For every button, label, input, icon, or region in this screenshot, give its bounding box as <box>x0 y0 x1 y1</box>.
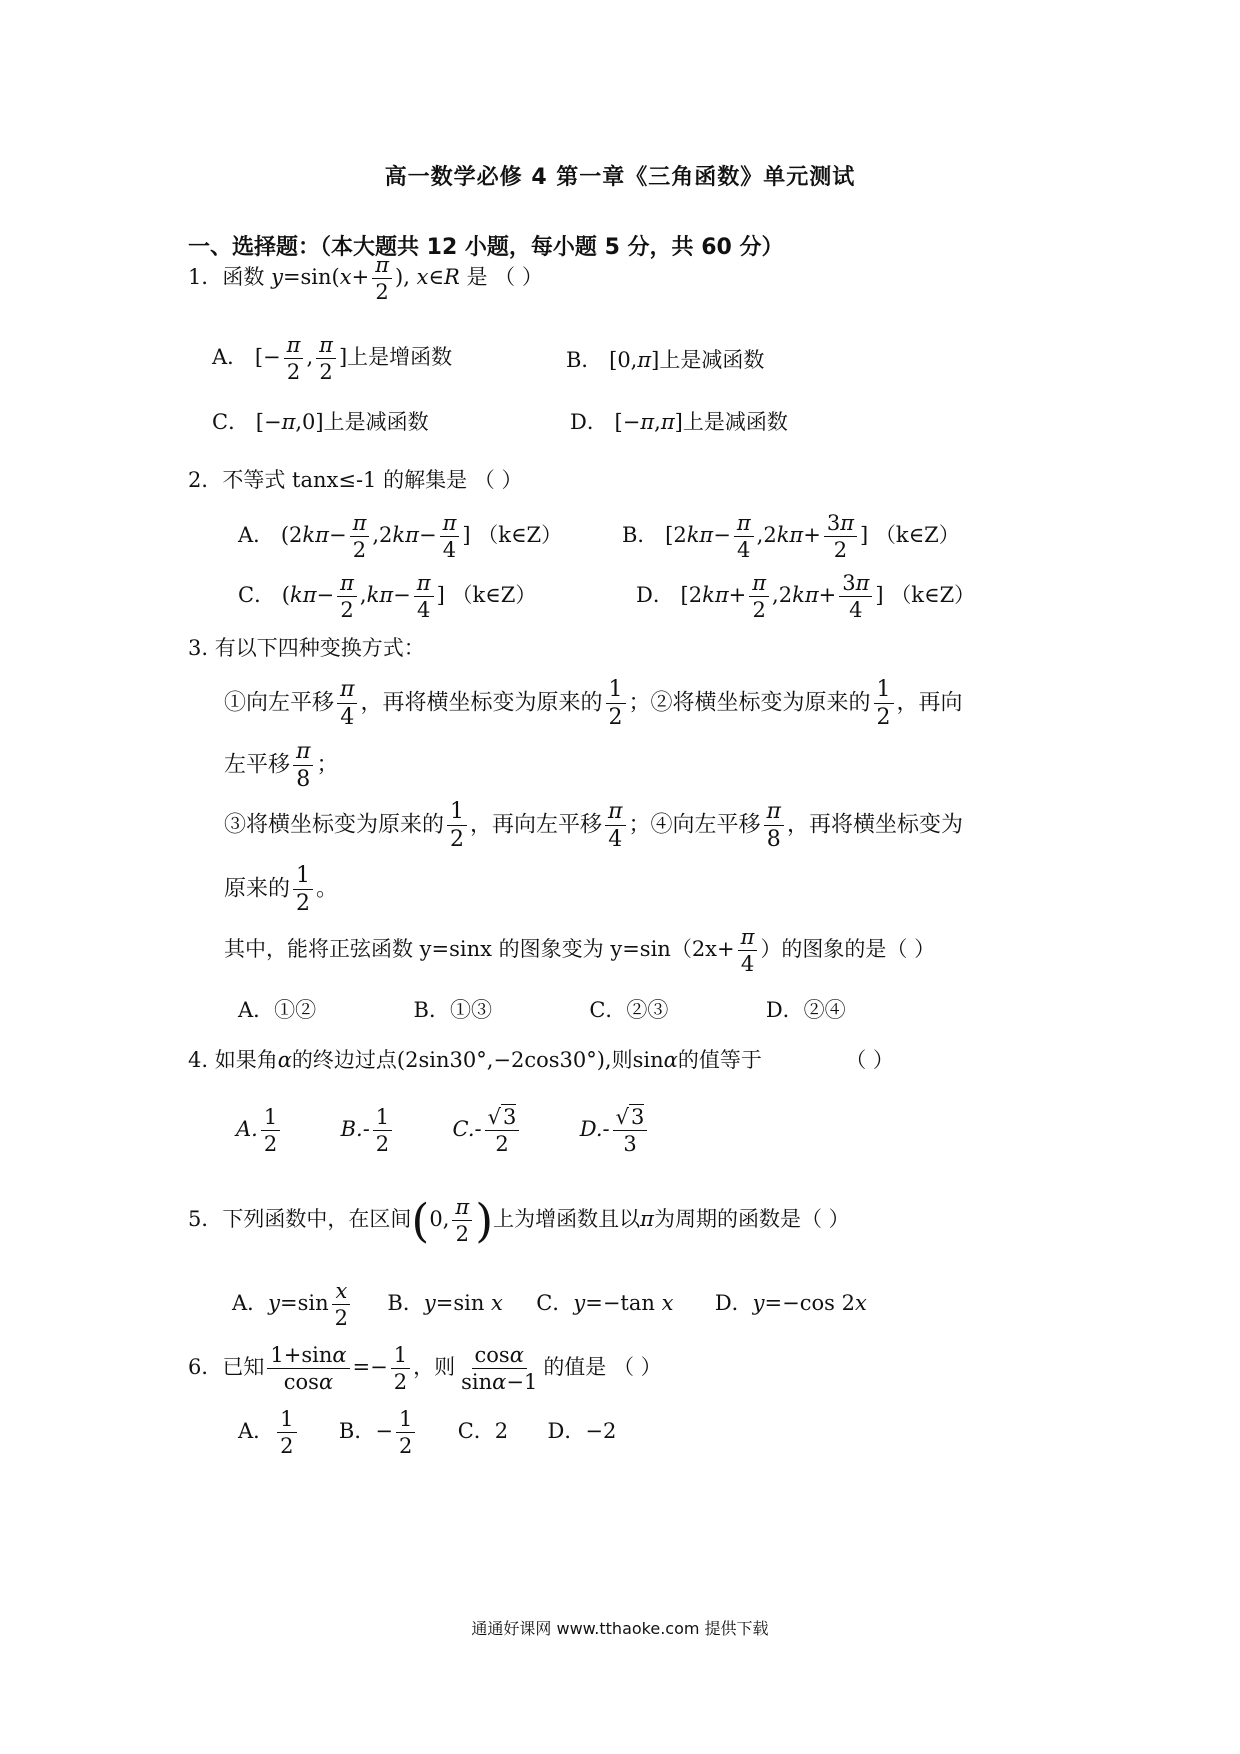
q6-options <box>238 1408 616 1457</box>
question-4: 4. 如果角α的终边过点(2sin30°,−2cos30°),则sinα的值等于 （ ） <box>188 1048 894 1072</box>
q4-options <box>236 1106 650 1155</box>
q4-option-c: C.- $\frac{√3}{2}$ <box>453 1117 523 1141</box>
q5-option-c: C．y=−tan x <box>536 1291 674 1316</box>
q3-option-a: A．①② <box>238 998 317 1022</box>
q3-option-c: C．②③ <box>589 998 669 1022</box>
q2-option-c: C． (kπ− $\frac{\pi}{2}$ ,kπ− $\frac{\pi}{4}$ ] （k∈Z） <box>238 571 537 623</box>
q1-option-c: C． [−π,0]上是减函数 <box>212 410 429 434</box>
question-3: 3. 有以下四种变换方式： <box>188 636 425 660</box>
question-2: 2．不等式 tanx≤-1 的解集是 （ ） <box>188 468 523 492</box>
section-heading: 一、选择题：（本大题共 12 小题，每小题 5 分，共 60 分） <box>188 235 784 260</box>
q1-option-b: B． [0,π]上是减函数 <box>566 348 765 372</box>
q3-option-b: B．①③ <box>413 998 492 1022</box>
q3-line-1: ①向左平移 $\frac{\pi}{4}$ ，再将横坐标变为原来的 $\frac{1}{2}$ ；②将横坐标变为原来的 $\frac{1}{2}$ ，再向 <box>224 677 963 731</box>
q6-option-d: D．−2 <box>547 1419 617 1444</box>
q1-prefix: 1．函数 <box>188 265 265 290</box>
q5-option-b: B．y=sin x <box>387 1291 503 1316</box>
q3-line-2: 左平移 $\frac{\pi}{8}$ ； <box>224 739 339 793</box>
question-5: 5．下列函数中，在区间(0, $\frac{\pi}{2}$ )上为增函数且以π为周期的函数是（ ） <box>188 1193 850 1248</box>
q4-option-b: B.- $\frac{1}{2}$ <box>341 1117 396 1141</box>
q2-option-d: D． [2kπ+ $\frac{\pi}{2}$ ,2kπ+ $\frac{3\pi}{4}$ ] （k∈Z） <box>636 571 976 623</box>
q2-option-b: B． [2kπ− $\frac{\pi}{4}$ ,2kπ+ $\frac{3\pi}{2}$ ] （k∈Z） <box>622 511 960 563</box>
q2-option-a: A． (2kπ− $\frac{\pi}{2}$ ,2kπ− $\frac{\pi}{4}$ ] （k∈Z） <box>238 511 563 563</box>
page-title: 高一数学必修 4 第一章《三角函数》单元测试 <box>384 165 856 190</box>
q5-option-a: A．y=sin $\frac{x}{2}$ <box>232 1291 354 1315</box>
q6-option-c: C．2 <box>457 1419 509 1444</box>
q3-option-d: D．②④ <box>765 998 846 1022</box>
q1-option-a: A． [− $\frac{\pi}{2}$ , $\frac{\pi}{2}$ ]上是增函数 <box>212 333 453 385</box>
page-footer: 通通好课网 www.tthaoke.com 提供下载 <box>471 1619 769 1638</box>
q5-options <box>232 1280 867 1329</box>
question-1 <box>188 254 543 303</box>
q6-option-a: A． $\frac{1}{2}$ <box>238 1419 300 1443</box>
q1-option-d: D． [−π,π]上是减函数 <box>570 410 788 434</box>
q3-line-5: 其中，能将正弦函数 y=sinx 的图象变为 y=sin（2x+ $\frac{\pi}{4}$ ）的图象的是（ ） <box>224 925 936 977</box>
q4-option-d: D.- $\frac{√3}{3}$ <box>580 1117 651 1141</box>
q3-line-3: ③将横坐标变为原来的 $\frac{1}{2}$ ，再向左平移 $\frac{\pi}{4}$ ；④向左平移 $\frac{\pi}{8}$ ，再将横坐标变为 <box>224 799 963 853</box>
q5-option-d: D．y=−cos 2x <box>714 1291 867 1316</box>
q6-option-b: B．− $\frac{1}{2}$ <box>339 1419 418 1443</box>
q1-suffix: 是 （ ） <box>466 265 543 290</box>
q1-function: y=sin(x+ $\frac{\pi}{2}$ ), x∈R <box>271 253 460 305</box>
q3-options <box>238 1000 846 1021</box>
q3-line-4: 原来的 $\frac{1}{2}$ 。 <box>224 863 339 917</box>
q4-option-a: A. $\frac{1}{2}$ <box>236 1117 283 1141</box>
question-6: 6．已知 $\frac{1+\sin\alpha}{\cos\alpha}$ =− $\frac{1}{2}$ ，则 $\frac{\cos\alpha}{\sin\alpha-1}$ 的值是 （ ） <box>188 1343 662 1395</box>
